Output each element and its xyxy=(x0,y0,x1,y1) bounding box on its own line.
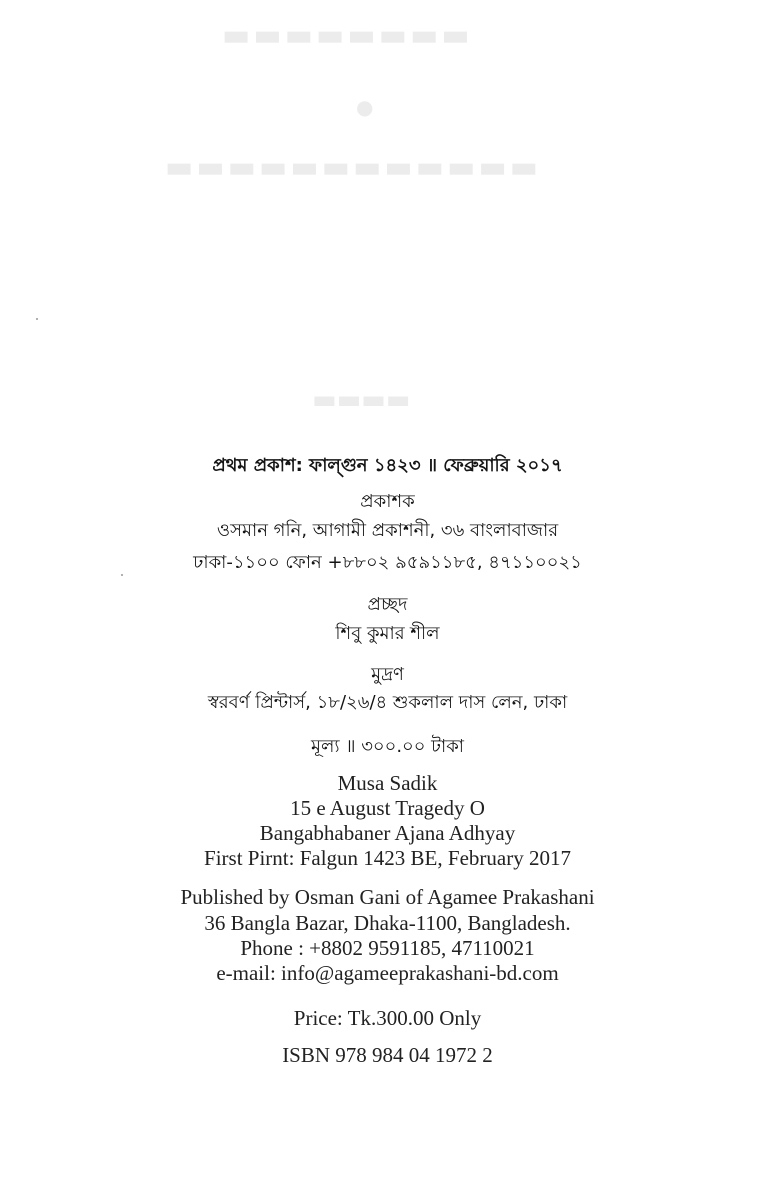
publisher-contact-line: ঢাকা-১১০০ ফোন +৮৮০২ ৯৫৯১১৮৫, ৪৭১১০০২১ xyxy=(193,552,582,573)
price-english: Price: Tk.300.00 Only xyxy=(293,1006,482,1030)
publisher-heading: প্রকাশক xyxy=(360,491,415,512)
published-by-line: Published by Osman Gani of Agamee Prakashani xyxy=(180,885,595,909)
speck xyxy=(36,318,38,320)
address-line: 36 Bangla Bazar, Dhaka-1100, Bangladesh. xyxy=(204,911,571,935)
author-name: Musa Sadik xyxy=(337,771,438,795)
show-through-mark: ▬▬▬▬ xyxy=(312,385,411,415)
isbn-line: ISBN 978 984 04 1972 2 xyxy=(282,1043,493,1067)
first-edition-line: প্রথম প্রকাশ: ফাল্গুন ১৪২৩ ॥ ফেব্রুয়ারি ২০১৭ xyxy=(212,455,563,476)
cover-artist: শিবু কুমার শীল xyxy=(335,623,440,644)
email-line: e-mail: info@agameeprakashani-bd.com xyxy=(216,961,559,985)
printer-line: স্বরবর্ণ প্রিন্টার্স, ১৮/২৬/৪ শুকলাল দাস লেন, ঢাকা xyxy=(207,692,568,713)
price-bengali: মূল্য ॥ ৩০০.০০ টাকা xyxy=(310,736,465,757)
printer-heading: মুদ্রণ xyxy=(371,664,404,685)
show-through-mark: ● xyxy=(356,95,374,119)
book-title-line: 15 e August Tragedy O xyxy=(290,796,485,820)
phone-line: Phone : +8802 9591185, 47110021 xyxy=(240,936,535,960)
first-print-line: First Pirnt: Falgun 1423 BE, February 2017 xyxy=(204,846,571,870)
cover-heading: প্রচ্ছদ xyxy=(367,594,408,615)
book-title-line: Bangabhabaner Ajana Adhyay xyxy=(259,821,516,845)
show-through-mark: ▬▬▬▬▬▬▬▬ xyxy=(222,18,473,53)
publisher-line: ওসমান গনি, আগামী প্রকাশনী, ৩৬ বাংলাবাজার xyxy=(216,520,559,541)
show-through-mark: ▬▬▬▬▬▬▬▬▬▬▬▬ xyxy=(165,150,542,185)
